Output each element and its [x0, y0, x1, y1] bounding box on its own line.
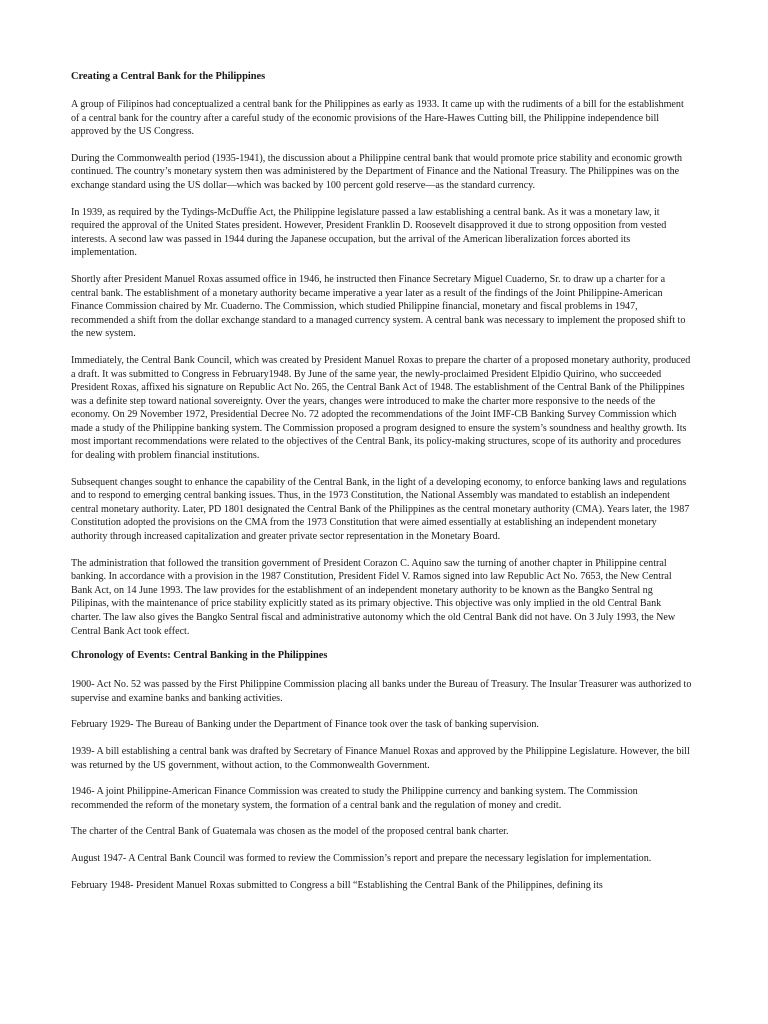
paragraph: The administration that followed the transition government of President Corazon C. Aquino saw the turning of another chapter in Philippine central banking. In accordance with a provision in the 1987 Constitution, President Fidel V. Ramos signed into law Republic Act No. 7653, the New Central Bank Act, on 14 June 1993. The law provides for the establishment of an independent monetary authority to be known as the Bangko Sentral ng Pilipinas, with the maintenance of price stability explicitly stated as its primary objective. This objective was only implied in the old Central Bank charter. The law also gives the Bangko Sentral fiscal and administrative autonomy which the old Central Bank did not have. On 3 July 1993, the New Central Bank Act took effect.: [71, 557, 676, 637]
paragraph: In 1939, as required by the Tydings-McDuffie Act, the Philippine legislature passed a law establishing a central bank. As it was a monetary law, it required the approval of the United States president. However, President Franklin D. Roosevelt disapproved it due to strong opposition from vested interests. A second law was passed in 1944 during the Japanese occupation, but the arrival of the American liberalization forces aborted its implementation.: [71, 206, 667, 259]
document-page: [71, 70, 693, 892]
paragraph: Shortly after President Manuel Roxas assumed office in 1946, he instructed then Finance Secretary Miguel Cuaderno, Sr. to draw up a charter for a central bank. The establishment of a monetary authority became imperative a year later as a result of the findings of the Joint Philippine-American Finance Commission chaired by Mr. Cuaderno. The Commission, which studied Philippine financial, monetary and fiscal problems in 1947, recommended a shift from the dollar exchange standard to a managed currency system. A central bank was necessary to implement the proposed shift to the new system.: [71, 273, 686, 340]
chronology-item: 1946- A joint Philippine-American Finance Commission was created to study the Philippine currency and banking system. The Commission recommended the reform of the monetary system, the formation of a central bank and the regulation of money and credit.: [71, 786, 638, 811]
section-heading-chronology: Chronology of Events: Central Banking in the Philippines: [71, 650, 328, 662]
paragraph: A group of Filipinos had conceptualized a central bank for the Philippines as early as 1933. It came up with the rudiments of a bill for the establishment of a central bank for the country after a careful study of the economic provisions of the Hare-Hawes Cutting bill, the Philippine independence bill approved by the US Congress.: [71, 99, 684, 138]
chronology-item: August 1947- A Central Bank Council was formed to review the Commission’s report and prepare the necessary legislation for implementation.: [71, 852, 652, 864]
paragraph: Immediately, the Central Bank Council, which was created by President Manuel Roxas to prepare the charter of a proposed monetary authority, produced a draft. It was submitted to Congress in February1948. By June of the same year, the newly-proclaimed President Elpidio Quirino, who succeeded President Roxas, affixed his signature on Republic Act No. 265, the Central Bank Act of 1948. The establishment of the Central Bank of the Philippines was a definite step toward national sovereignty. Over the years, changes were introduced to make the charter more responsive to the needs of the economy. On 29 November 1972, Presidential Decree No. 72 adopted the recommendations of the Joint IMF-CB Banking Survey Commission which made a study of the Philippine banking system. The Commission proposed a program designed to ensure the system’s soundness and healthy growth. Its most important recommendations were related to the objectives of the Central Bank, its policy-making structures, scope of its authority and procedures for dealing with problem financial institutions.: [71, 354, 691, 462]
section-heading-central-bank: Creating a Central Bank for the Philippines: [71, 71, 266, 82]
paragraph: Subsequent changes sought to enhance the capability of the Central Bank, in the light of a developing economy, to enforce banking laws and regulations and to respond to emerging central banking issues. Thus, in the 1973 Constitution, the National Assembly was mandated to establish an independent central monetary authority. Later, PD 1801 designated the Central Bank of the Philippines as the central monetary authority (CMA). Years later, the 1987 Constitution adopted the provisions on the CMA from the 1973 Constitution that were aimed essentially at establishing an independent monetary authority through increased capitalization and greater private sector representation in the Monetary Board.: [71, 476, 690, 543]
paragraph: During the Commonwealth period (1935-1941), the discussion about a Philippine central bank that would promote price stability and economic growth continued. The country’s monetary system then was administered by the Department of Finance and the National Treasury. The Philippines was on the exchange standard using the US dollar—which was backed by 100 percent gold reserve—as the standard currency.: [71, 152, 683, 191]
chronology-item: February 1948- President Manuel Roxas submitted to Congress a bill “Establishing the Central Bank of the Philippines, defining its: [71, 879, 603, 891]
chronology-item: The charter of the Central Bank of Guatemala was chosen as the model of the proposed central bank charter.: [71, 826, 509, 838]
chronology-item: 1939- A bill establishing a central bank was drafted by Secretary of Finance Manuel Roxas and approved by the Philippine Legislature. However, the bill was returned by the US government, without action, to the Commonwealth Government.: [71, 745, 690, 771]
chronology-item: February 1929- The Bureau of Banking under the Department of Finance took over the task of banking supervision.: [71, 719, 539, 731]
chronology-item: 1900- Act No. 52 was passed by the First Philippine Commission placing all banks under the Bureau of Treasury. The Insular Treasurer was authorized to supervise and examine banks and banking activities.: [71, 679, 692, 704]
